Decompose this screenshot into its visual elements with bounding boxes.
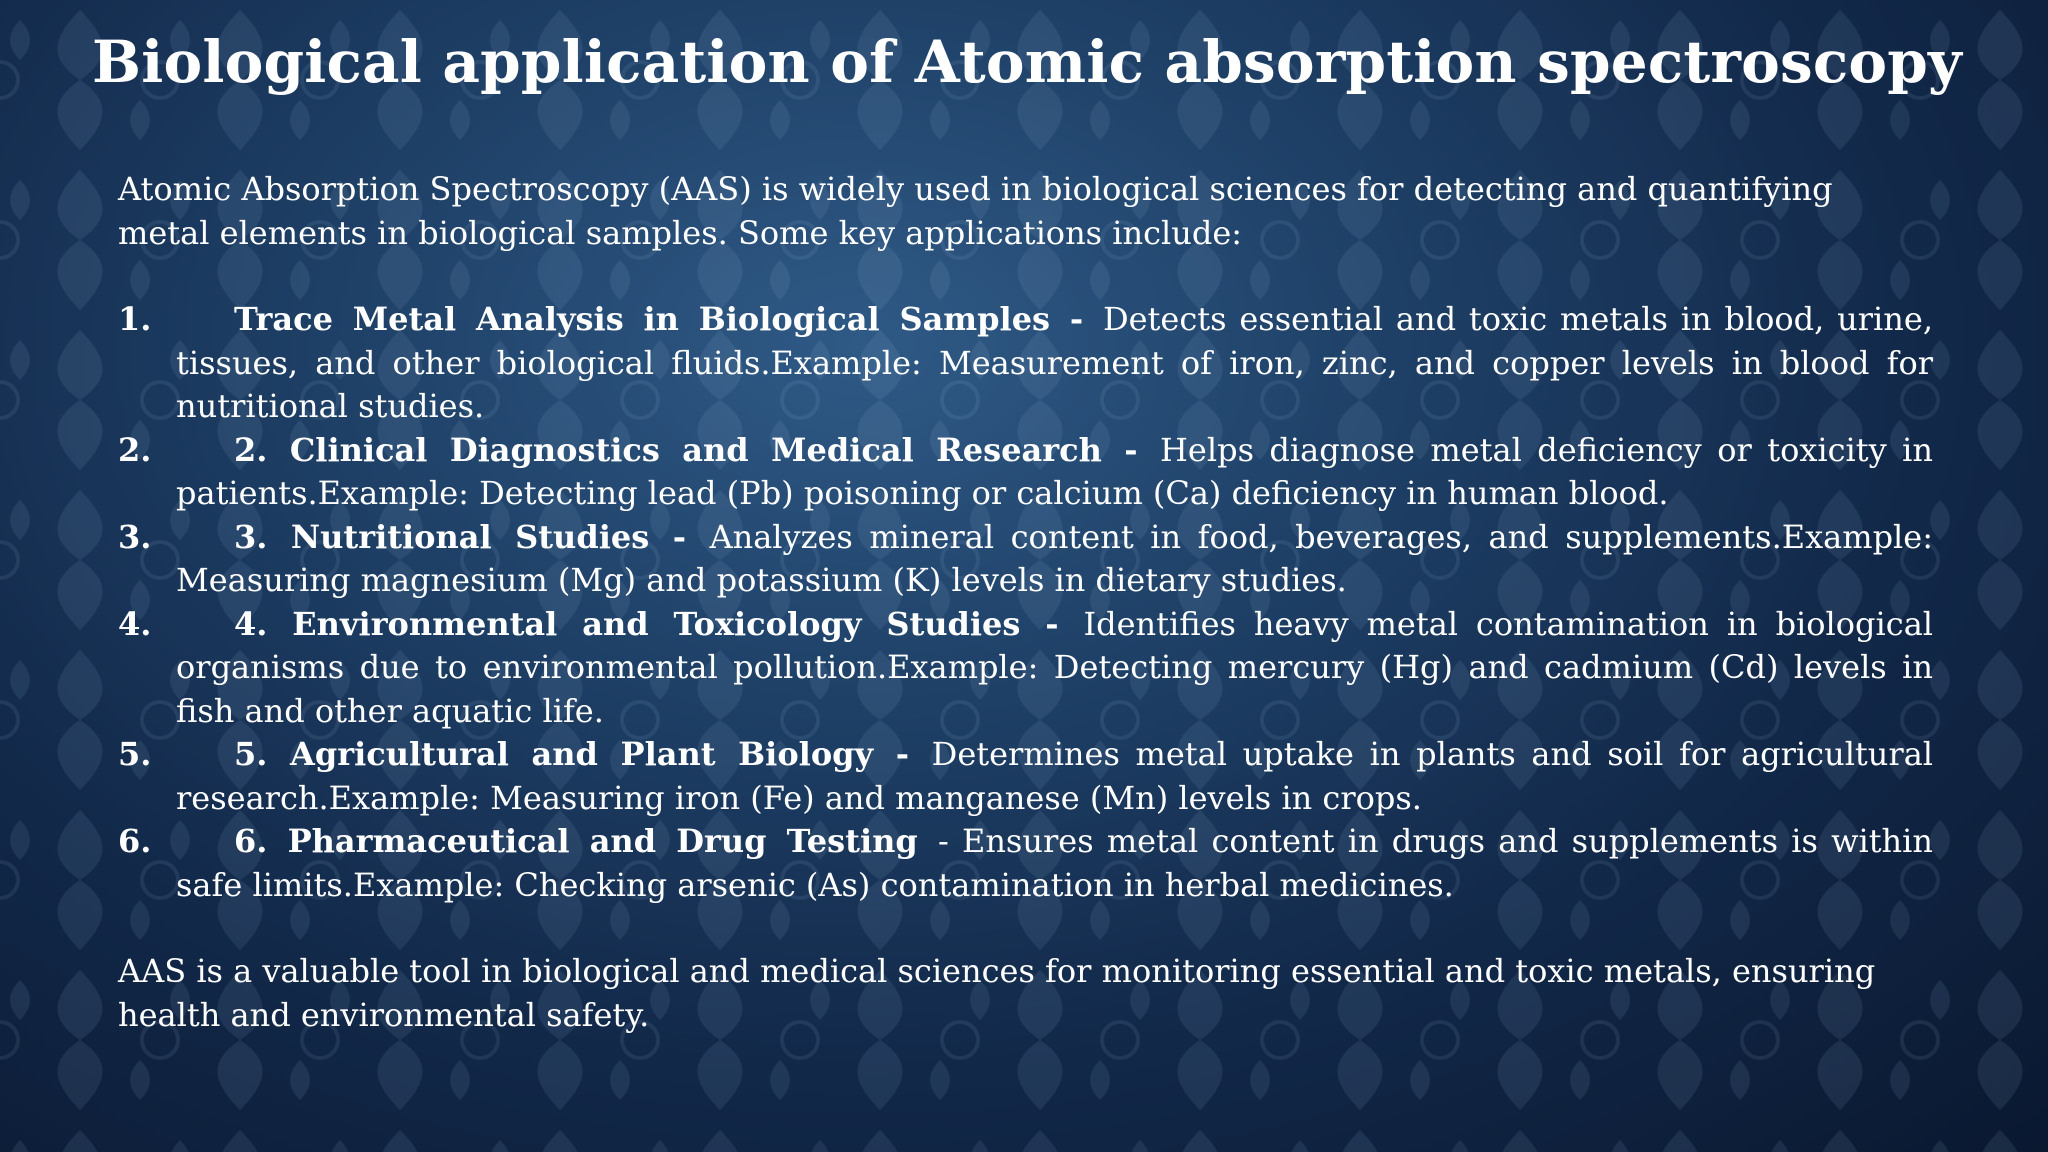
application-item-6 bbox=[118, 820, 1933, 907]
slide-title: Biological application of Atomic absorption spectroscopy bbox=[92, 28, 1962, 96]
list-number: 2. bbox=[118, 430, 152, 469]
application-heading: 5. Agricultural and Plant Biology - bbox=[234, 735, 932, 773]
list-number: 3. bbox=[118, 517, 152, 556]
application-item-1 bbox=[118, 298, 1933, 429]
list-number: 6. bbox=[118, 822, 152, 860]
application-text: Analyzes mineral content in food, beverages, and supplements.Example: Measuring magnesium (Mg) and potassium (K) levels in dietary studies. bbox=[176, 517, 1933, 599]
application-item-2 bbox=[118, 429, 1933, 516]
application-item-4 bbox=[118, 603, 1933, 734]
application-text: Determines metal uptake in plants and soil for agricultural research.Example: Measuring iron (Fe) and manganese (Mn) levels in crops. bbox=[176, 735, 1934, 817]
list-number: 1. bbox=[118, 300, 152, 338]
application-heading: 4. Environmental and Toxicology Studies - bbox=[234, 604, 1084, 643]
application-item-3 bbox=[118, 516, 1933, 603]
application-text: Detects essential and toxic metals in blood, urine, tissues, and other biological fluids.Example: Measurement of iron, zinc, and copper levels in blood for nutritional studies. bbox=[176, 300, 1933, 425]
application-heading: 3. Nutritional Studies - bbox=[234, 517, 710, 556]
application-text: Identifies heavy metal contamination in biological organisms due to environmental pollution.Example: Detecting mercury (Hg) and cadmium (Cd) levels in fish and other aquatic life. bbox=[176, 604, 1934, 730]
slide-body bbox=[118, 168, 1933, 1037]
applications-list bbox=[118, 298, 1933, 907]
list-number: 4. bbox=[118, 604, 152, 643]
application-text: - Ensures metal content in drugs and supplements is within safe limits.Example: Checking arsenic (As) contamination in herbal medicines. bbox=[176, 822, 1934, 904]
application-heading: 6. Pharmaceutical and Drug Testing bbox=[234, 822, 938, 860]
list-number: 5. bbox=[118, 735, 152, 773]
application-text: Helps diagnose metal deficiency or toxicity in patients.Example: Detecting lead (Pb) poisoning or calcium (Ca) deficiency in human blood. bbox=[176, 430, 1934, 512]
application-heading: 2. Clinical Diagnostics and Medical Research - bbox=[234, 430, 1160, 469]
application-heading: Trace Metal Analysis in Biological Samples - bbox=[234, 300, 1103, 338]
intro-paragraph: Atomic Absorption Spectroscopy (AAS) is widely used in biological sciences for detecting and quantifying metal elements in biological samples. Some key applications include: bbox=[118, 170, 1833, 252]
application-item-5 bbox=[118, 733, 1933, 820]
conclusion-paragraph: AAS is a valuable tool in biological and medical sciences for monitoring essential and toxic metals, ensuring health and environmental safety. bbox=[118, 952, 1876, 1034]
